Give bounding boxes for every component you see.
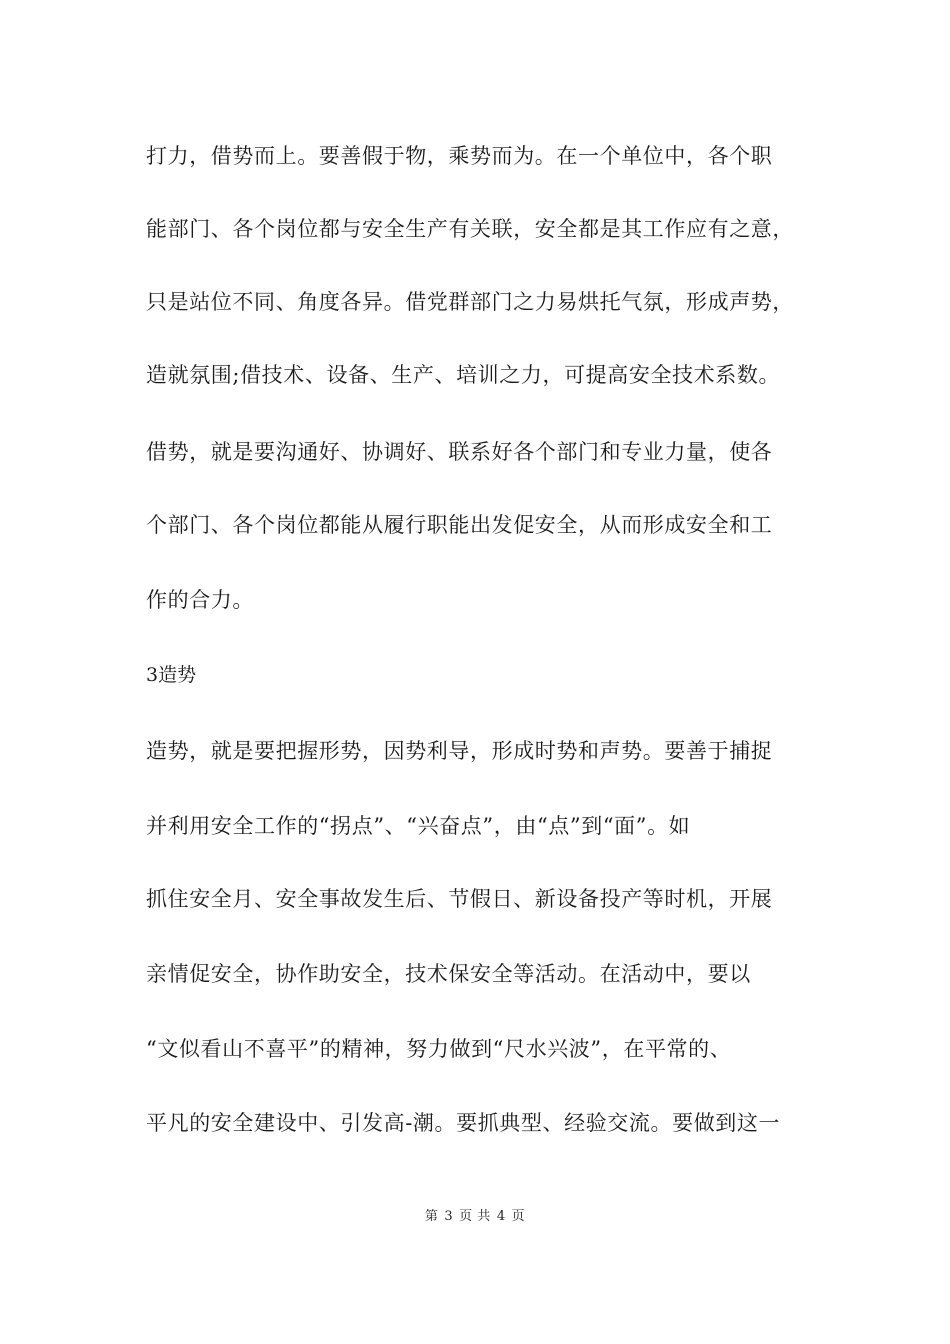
body-text-line: 造就氛围;借技术、设备、生产、培训之力，可提高安全技术系数。: [146, 363, 781, 387]
footer-total-pages: 4: [496, 1209, 506, 1224]
body-text-line: “文似看山不喜平”的精神，努力做到“尺水兴波”，在平常的、: [146, 1037, 732, 1061]
body-text-line: 亲情促安全，协作助安全，技术保安全等活动。在活动中，要以: [146, 962, 751, 986]
footer-current-page: 3: [444, 1209, 454, 1224]
body-text-line: 打力，借势而上。要善假于物，乘势而为。在一个单位中，各个职: [146, 144, 773, 168]
body-text-line: 只是站位不同、角度各异。借党群部门之力易烘托气氛，形成声势，: [146, 290, 794, 314]
footer-middle: 页 共: [459, 1209, 491, 1224]
body-text-line: 能部门、各个岗位都与安全生产有关联，安全都是其工作应有之意，: [146, 217, 794, 241]
footer-prefix: 第: [424, 1209, 439, 1224]
body-text-line: 抓住安全月、安全事故发生后、节假日、新设备投产等时机，开展: [146, 887, 773, 911]
body-text-line: 个部门、各个岗位都能从履行职能出发促安全，从而形成安全和工: [146, 513, 773, 537]
body-text-line: 平凡的安全建设中、引发高-潮。要抓典型、经验交流。要做到这一: [146, 1111, 781, 1135]
section-heading: 3造势: [146, 664, 197, 686]
footer-suffix: 页: [511, 1209, 526, 1224]
body-text-line: 借势，就是要沟通好、协调好、联系好各个部门和专业力量，使各: [146, 440, 773, 464]
body-text-line: 并利用安全工作的“拐点”、“兴奋点”，由“点”到“面”。如: [146, 814, 691, 838]
body-text-line: 造势，就是要把握形势，因势利导，形成时势和声势。要善于捕捉: [146, 739, 773, 763]
page-footer: [0, 1208, 950, 1226]
body-text-line: 作的合力。: [146, 588, 254, 612]
